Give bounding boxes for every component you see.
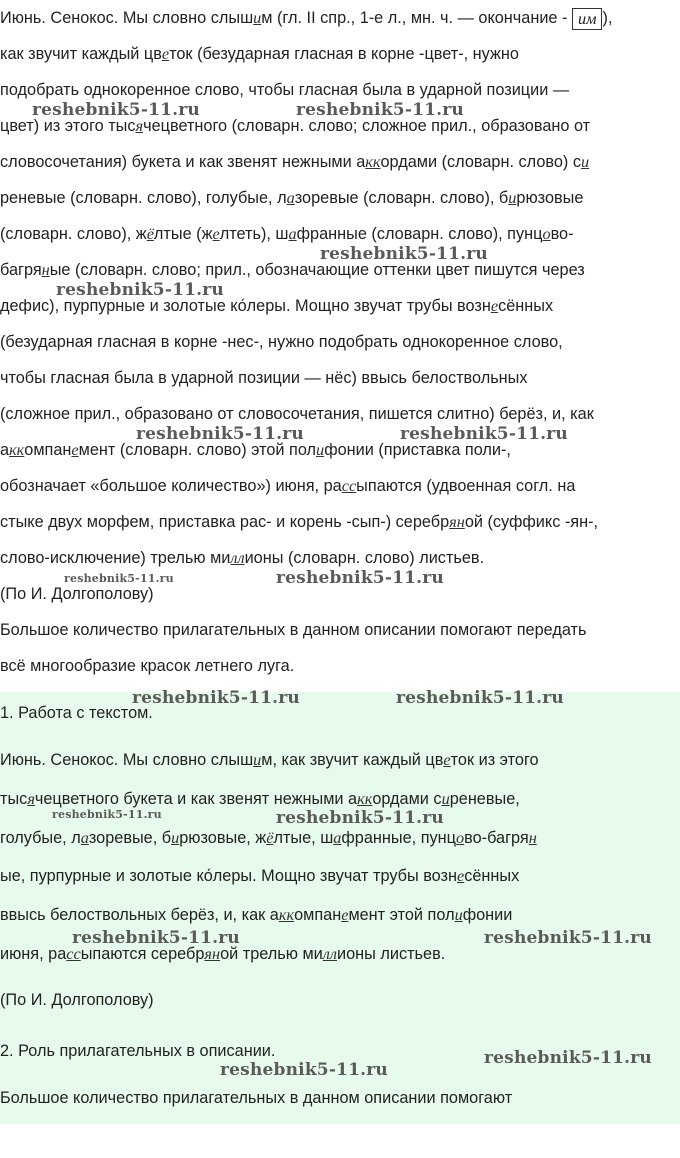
- text-segment: подобрать однокоренное слово, чтобы гласная была в ударной позиции —: [0, 81, 570, 99]
- text-segment: ток из этого: [450, 751, 539, 769]
- text-segment: мент этой пол: [348, 906, 455, 924]
- text-line: [0, 504, 680, 540]
- text-segment: фонии (приставка поли-,: [324, 441, 511, 459]
- text-segment: сённых: [498, 297, 554, 315]
- text-segment: голубые, л: [0, 829, 81, 847]
- answer-line: [0, 866, 519, 886]
- watermark: reshebnik5-11.ru: [400, 424, 568, 444]
- text-segment: рюзовые, ж: [179, 829, 267, 847]
- text-segment: тыс: [0, 790, 28, 808]
- text-segment: обозначает «большое количество») июня, ра: [0, 477, 342, 495]
- text-line: [0, 144, 680, 180]
- highlighted-letter: е: [161, 44, 170, 63]
- text-segment: рюзовые: [516, 189, 584, 207]
- highlighted-letter: ян: [449, 512, 465, 531]
- text-segment: зоревые, б: [88, 829, 172, 847]
- watermark: reshebnik5-11.ru: [320, 244, 488, 264]
- text-segment: чтобы гласная была в ударной позиции — нёс) ввысь белоствольных: [0, 369, 528, 387]
- watermark: reshebnik5-11.ru: [276, 568, 444, 588]
- text-segment: м (гл. II спр., 1-е л., мн. ч. — окончание -: [261, 9, 572, 27]
- highlighted-letter: е: [341, 905, 349, 924]
- text-line: [0, 180, 680, 216]
- text-segment: мент (словарн. слово) этой пол: [78, 441, 317, 459]
- text-segment: франные (словарн. слово), пунц: [296, 225, 543, 243]
- highlighted-letter: и: [454, 905, 463, 924]
- answer-line: [0, 789, 520, 809]
- text-line: [0, 648, 680, 684]
- text-segment: багря: [0, 261, 42, 279]
- text-segment: во-багря: [464, 829, 529, 847]
- highlighted-letter: лл: [322, 944, 337, 963]
- watermark: reshebnik5-11.ru: [484, 1048, 652, 1068]
- highlighted-letter: кк: [357, 789, 373, 808]
- text-segment: дефис), пурпурные и золотые ко́леры. Мощно звучат трубы возн: [0, 297, 491, 315]
- watermark: reshebnik5-11.ru: [52, 808, 162, 821]
- text-segment: омпан: [294, 906, 342, 924]
- watermark: reshebnik5-11.ru: [136, 424, 304, 444]
- highlighted-letter: и: [253, 750, 262, 769]
- watermark: reshebnik5-11.ru: [484, 928, 652, 948]
- text-segment: (По И. Долгополову): [0, 585, 154, 603]
- text-segment: Июнь. Сенокос. Мы словно слыш: [0, 751, 254, 769]
- text-line: [0, 36, 680, 72]
- highlighted-letter: лл: [230, 548, 245, 567]
- text-segment: во-: [550, 225, 574, 243]
- highlighted-letter: сс: [66, 944, 81, 963]
- text-segment: ордами с: [372, 790, 442, 808]
- text-segment: стыке двух морфем, приставка рас- и корень -сып-) серебр: [0, 513, 450, 531]
- highlighted-letter: е: [457, 866, 465, 885]
- highlighted-letter: е: [490, 296, 499, 315]
- watermark: reshebnik5-11.ru: [64, 572, 174, 585]
- text-line: [0, 0, 680, 36]
- text-segment: как звучит каждый цв: [0, 45, 162, 63]
- highlighted-letter: е: [71, 440, 79, 459]
- highlighted-letter: и: [316, 440, 325, 459]
- heading-work-with-text: 1. Работа с текстом.: [0, 704, 153, 722]
- highlighted-letter: н: [528, 828, 537, 847]
- answer-line: [0, 750, 539, 770]
- watermark: reshebnik5-11.ru: [72, 928, 240, 948]
- text-segment: сённых: [464, 867, 520, 885]
- text-segment: лтеть), ш: [219, 225, 289, 243]
- text-segment: омпан: [24, 441, 72, 459]
- text-segment: лтые (ж: [153, 225, 213, 243]
- text-segment: реневые (словарн. слово), голубые, л: [0, 189, 287, 207]
- text-segment: цвет) из этого тыс: [0, 117, 136, 135]
- text-segment: ой трелью ми: [220, 945, 323, 963]
- author-credit: (По И. Долгополову): [0, 991, 154, 1009]
- highlighted-letter: и: [581, 152, 590, 171]
- highlighted-letter: а: [286, 188, 295, 207]
- watermark: reshebnik5-11.ru: [132, 688, 300, 708]
- ending-box: им: [572, 8, 603, 30]
- text-segment: слово-исключение) трелью ми: [0, 549, 231, 567]
- text-segment: ыпаются (удвоенная согл. на: [356, 477, 576, 495]
- highlighted-letter: е: [443, 750, 451, 769]
- text-segment: ые, пурпурные и золотые ко́леры. Мощно звучат трубы возн: [0, 867, 457, 885]
- answer-line: [0, 828, 537, 848]
- highlighted-letter: а: [288, 224, 297, 243]
- text-segment: фонии: [462, 906, 513, 924]
- text-line: [0, 468, 680, 504]
- watermark: reshebnik5-11.ru: [396, 688, 564, 708]
- text-segment: чецветного букета и как звенят нежными а: [34, 790, 358, 808]
- text-line: [0, 432, 680, 468]
- highlighted-letter: кк: [9, 440, 25, 459]
- highlighted-letter: и: [253, 8, 262, 27]
- highlighted-letter: кк: [365, 152, 381, 171]
- highlighted-letter: я: [27, 789, 35, 808]
- text-segment: словосочетания) букета и как звенят нежными а: [0, 153, 366, 171]
- text-segment: Большое количество прилагательных в данном описании помогают передать: [0, 621, 587, 639]
- text-segment: (словарн. слово), ж: [0, 225, 147, 243]
- watermark: reshebnik5-11.ru: [276, 808, 444, 828]
- text-segment: ой (суффикс -ян-,: [464, 513, 599, 531]
- text-segment: ввысь белоствольных берёз, и, как а: [0, 906, 279, 924]
- text-segment: ионы (словарн. слово) листьев.: [244, 549, 485, 567]
- highlighted-letter: е: [212, 224, 220, 243]
- highlighted-letter: и: [508, 188, 517, 207]
- watermark: reshebnik5-11.ru: [32, 100, 200, 120]
- highlighted-letter: а: [333, 828, 342, 847]
- text-segment: чецветного (словарн. слово; сложное прил., образовано от: [143, 117, 591, 135]
- text-segment: ордами (словарн. слово) с: [380, 153, 582, 171]
- text-segment: (безударная гласная в корне -нес-, нужно подобрать однокоренное слово,: [0, 333, 563, 351]
- text-segment: зоревые (словарн. слово), б: [294, 189, 509, 207]
- text-segment: ыпаются серебр: [80, 945, 205, 963]
- highlighted-letter: о: [542, 224, 551, 243]
- text-segment: ые (словарн. слово; прил., обозначающие оттенки цвет пишутся через: [49, 261, 585, 279]
- highlighted-letter: и: [441, 789, 450, 808]
- text-segment: (сложное прил., образовано от словосочетания, пишется слитно) берёз, и, как: [0, 405, 594, 423]
- heading-adjectives-role: 2. Роль прилагательных в описании.: [0, 1042, 276, 1060]
- watermark: reshebnik5-11.ru: [296, 100, 464, 120]
- text-segment: франные, пунц: [341, 829, 456, 847]
- text-segment: а: [0, 441, 10, 459]
- text-segment: июня, ра: [0, 945, 67, 963]
- highlighted-letter: кк: [278, 905, 295, 924]
- text-segment: лтые, ш: [273, 829, 334, 847]
- highlighted-letter: н: [41, 260, 50, 279]
- answer-line: [0, 905, 512, 925]
- text-line: [0, 324, 680, 360]
- highlighted-letter: сс: [341, 476, 357, 495]
- highlighted-letter: ян: [204, 944, 221, 963]
- answer-last-line: Большое количество прилагательных в данном описании помогают: [0, 1089, 513, 1107]
- watermark: reshebnik5-11.ru: [220, 1060, 388, 1080]
- highlighted-letter: а: [80, 828, 89, 847]
- text-line: [0, 360, 680, 396]
- highlighted-letter: ё: [146, 224, 154, 243]
- highlighted-letter: я: [135, 116, 144, 135]
- text-line: [0, 396, 680, 432]
- text-segment: ток (безударная гласная в корне -цвет-, нужно: [169, 45, 519, 63]
- highlighted-letter: и: [171, 828, 180, 847]
- text-segment: всё многообразие красок летнего луга.: [0, 657, 295, 675]
- text-segment: ионы листьев.: [337, 945, 446, 963]
- highlighted-letter: о: [455, 828, 465, 847]
- text-segment: м, как звучит каждый цв: [261, 751, 444, 769]
- highlighted-letter: ё: [266, 828, 274, 847]
- text-segment: Июнь. Сенокос. Мы словно слыш: [0, 9, 254, 27]
- watermark: reshebnik5-11.ru: [56, 280, 224, 300]
- text-line: [0, 612, 680, 648]
- text-segment: реневые,: [449, 790, 520, 808]
- text-segment: ),: [602, 9, 613, 27]
